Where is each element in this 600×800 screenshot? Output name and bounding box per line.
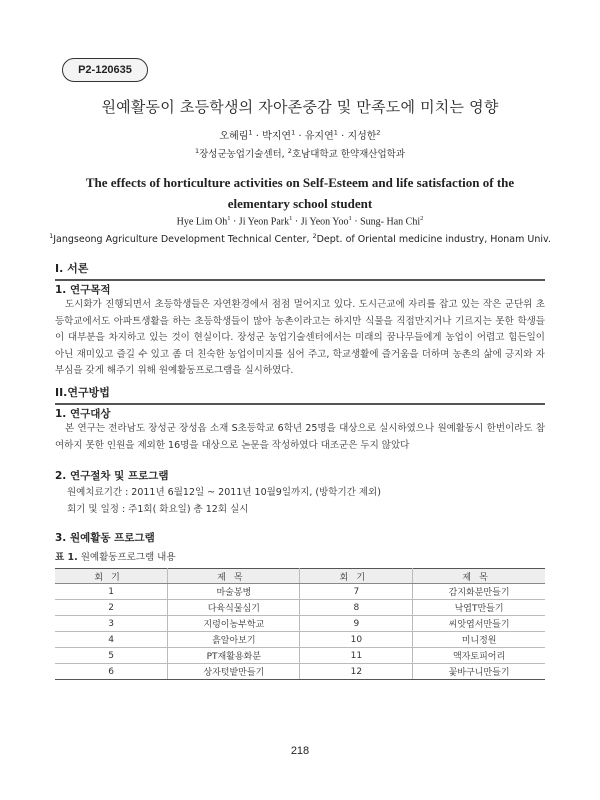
korean-affiliations: [0, 146, 600, 160]
author-name: 오혜림: [219, 131, 249, 142]
header-session-2: 회기: [300, 569, 413, 584]
author-separator: ·: [337, 131, 348, 142]
author-separator: ·: [351, 216, 361, 228]
author-name: 지성한: [347, 131, 377, 142]
korean-title: 원예활동이 초등학생의 자아존중감 및 만족도에 미치는 영향: [101, 98, 499, 116]
table-caption: [55, 549, 176, 563]
table-cell: 상자텃밭만들기: [168, 664, 300, 680]
table-row: [55, 600, 545, 616]
header-title-2: 제목: [413, 569, 545, 584]
affiliation-mark: 1: [49, 232, 54, 240]
affiliation-text: 장성군농업기술센터,: [199, 149, 288, 160]
author-separator: ·: [295, 131, 305, 142]
author-name: 박지연: [262, 131, 292, 142]
table-row: [55, 632, 545, 648]
author-affiliation-mark: 1: [333, 128, 338, 137]
subsection-purpose-heading: 1. 연구목적: [55, 284, 111, 296]
table-cell: 5: [55, 648, 168, 664]
table-cell: PT재활용화분: [168, 648, 300, 664]
affiliation-text: Dept. of Oriental medicine industry, Honam Univ.: [316, 234, 551, 246]
author-affiliation-mark: 1: [348, 215, 352, 222]
sessions-schedule-line: 회기 및 일정 : 주1회( 화요일) 총 12회 실시: [67, 504, 249, 515]
table-row: [55, 648, 545, 664]
table-cell: 11: [300, 648, 413, 664]
author-name: 유지연: [304, 131, 334, 142]
table-cell: 1: [55, 584, 168, 600]
affiliation-text: 호남대학교 한약재산업학과: [291, 149, 406, 160]
author-affiliation-mark: 2: [420, 215, 424, 222]
author-affiliation-mark: 1: [291, 128, 296, 137]
table-cell: 흙알아보기: [168, 632, 300, 648]
korean-authors: [0, 127, 600, 142]
table-cell: 7: [300, 584, 413, 600]
subjects-paragraph: 본 연구는 전라남도 장성군 장성읍 소재 S초등학교 6학년 25명을 대상으로 실시하였으나 원예활동시 한번이라도 참여하지 못한 인원을 제외한 16명을 대상으로 논문을 작성하였다 대조군은 두지 않았다: [55, 423, 545, 451]
author-affiliation-mark: 1: [227, 215, 231, 222]
table-cell: 4: [55, 632, 168, 648]
english-affiliations: [0, 232, 600, 245]
english-title: The effects of horticulture activities on Self-Esteem and life satisfaction of the elementary school student: [85, 175, 515, 211]
subsection-procedure-heading: 2. 연구절차 및 프로그램: [55, 470, 169, 482]
table-cell: 꽃바구니만들기: [413, 664, 545, 680]
table-caption-label: 표 1.: [55, 552, 78, 563]
table-cell: 감지화분만들기: [413, 584, 545, 600]
subsection-program-heading: 3. 원예활동 프로그램: [55, 532, 155, 544]
subsection-subjects-heading: 1. 연구대상: [55, 408, 111, 420]
introduction-paragraph: 도시화가 진행되면서 초등학생들은 자연환경에서 점점 멀어지고 있다. 도시근교에 자리를 잡고 있는 작은 군단위 초등학교에서도 아파트생활을 하는 초등학생들이 많아 농촌이라고는 하지만 식물을 직접만지거나 기르지는 못한 학생들이 대부분을 차지하고 있는 것이 현실이다. 장성군 농업기술센터에서는 미래의 꿈나무들에게 농업이 어렵고 힘든일이 아닌 재미있고 즐길 수 있고 좀 더 친숙한 농업이미지를 심어 주고, 학교생활에 즐거움을 더하며 농촌의 삶에 긍지와 자부심을 갖게 해주기 위해 원예활동프로그램을 실시하였다.: [55, 299, 545, 376]
author-name: Ji Yeon Park: [238, 216, 290, 228]
table-header-row: [55, 569, 545, 584]
section-methods-heading: II.연구방법: [55, 384, 545, 405]
program-table: [55, 568, 545, 680]
section-introduction-heading: I. 서론: [55, 260, 545, 281]
affiliation-text: Jangseong Agriculture Development Technical Center,: [53, 234, 313, 246]
english-authors: [0, 215, 600, 227]
header-session-1: 회기: [55, 569, 168, 584]
table-cell: 지렁이농부학교: [168, 616, 300, 632]
author-name: Ji Yeon Yoo: [300, 216, 349, 228]
header-title-1: 제목: [168, 569, 300, 584]
table-cell: 2: [55, 600, 168, 616]
table-row: [55, 616, 545, 632]
affiliation-mark: 1: [194, 146, 200, 155]
author-name: Sung- Han Chi: [360, 216, 421, 228]
author-separator: ·: [230, 216, 239, 228]
table-cell: 마술봉병: [168, 584, 300, 600]
author-affiliation-mark: 1: [248, 128, 253, 137]
table-cell: 12: [300, 664, 413, 680]
table-cell: 8: [300, 600, 413, 616]
table-cell: 다육식물심기: [168, 600, 300, 616]
affiliation-mark: 2: [312, 232, 317, 240]
table-row: [55, 584, 545, 600]
paper-id-badge: P2-120635: [62, 58, 148, 82]
table-cell: 액자토피어리: [413, 648, 545, 664]
table-caption-text: 원예활동프로그램 내용: [77, 552, 176, 563]
table-cell: 씨앗엽서만들기: [413, 616, 545, 632]
author-affiliation-mark: 2: [376, 128, 381, 137]
table-cell: 6: [55, 664, 168, 680]
author-separator: ·: [292, 216, 301, 228]
affiliation-mark: 2: [287, 146, 292, 155]
author-separator: ·: [252, 131, 263, 142]
therapy-period-line: 원예치료기간 : 2011년 6월12일 ~ 2011년 10월9일까지, (방학기간 제외): [67, 487, 381, 498]
table-cell: 9: [300, 616, 413, 632]
table-cell: 3: [55, 616, 168, 632]
table-cell: 10: [300, 632, 413, 648]
table-cell: 낙엽T만들기: [413, 600, 545, 616]
table-cell: 미니정원: [413, 632, 545, 648]
page-number: 218: [290, 745, 310, 757]
author-name: Hye Lim Oh: [176, 216, 228, 228]
author-affiliation-mark: 1: [289, 215, 293, 222]
table-row: [55, 664, 545, 680]
